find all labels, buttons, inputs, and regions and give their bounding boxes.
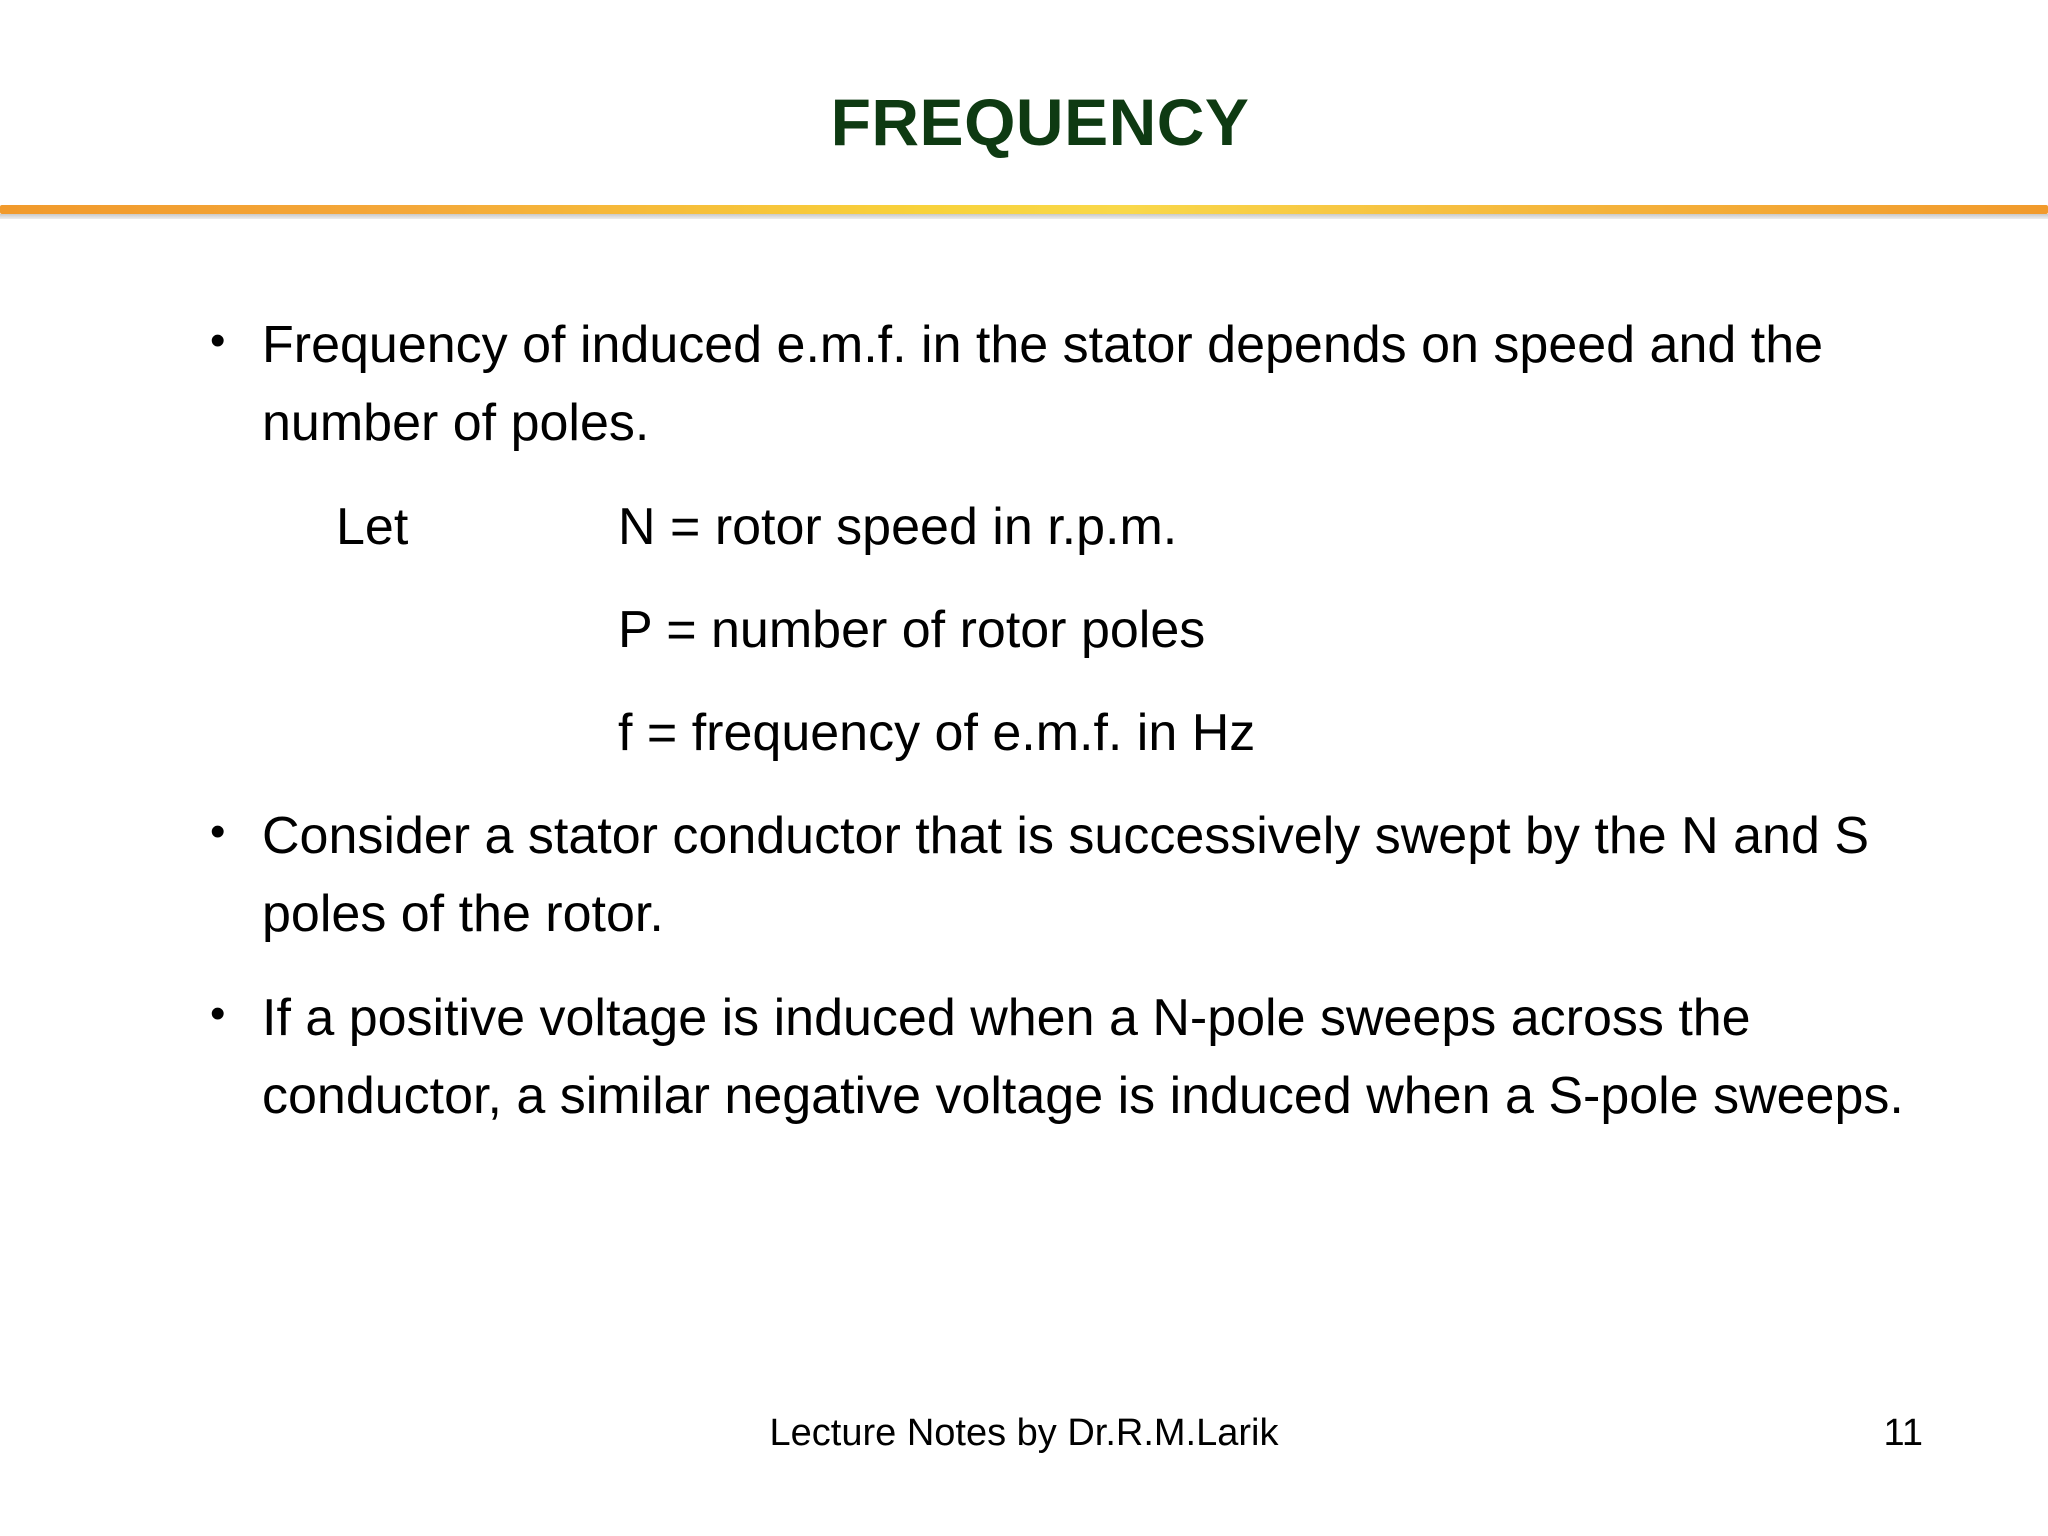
page-number: 11 — [1883, 1412, 1923, 1454]
bullet-text: Frequency of induced e.m.f. in the stator depends on speed and the number of poles. — [262, 316, 1824, 452]
definition-item-1: N = rotor speed in r.p.m. — [618, 498, 1178, 556]
bullet-marker: • — [210, 807, 226, 856]
bullet-text: Consider a stator conductor that is successively swept by the N and S poles of the rotor. — [262, 807, 1869, 943]
bullet-marker: • — [210, 316, 226, 365]
definitions-label: Let — [336, 498, 409, 556]
title-divider — [0, 205, 2048, 214]
footer-author: Lecture Notes by Dr.R.M.Larik — [769, 1412, 1279, 1454]
bullet-item-2 — [210, 797, 2010, 957]
definition-item-2: P = number of rotor poles — [618, 601, 1206, 659]
definition-item-3: f = frequency of e.m.f. in Hz — [618, 704, 1256, 762]
slide-title: FREQUENCY — [830, 85, 1250, 159]
bullet-item-3 — [210, 979, 2010, 1219]
bullet-text: If a positive voltage is induced when a N-pole sweeps across the conductor, a similar negative voltage is induced when a S-pole sweeps. — [262, 989, 1904, 1125]
bullet-marker: • — [210, 989, 226, 1038]
title-divider-shadow — [0, 214, 2048, 219]
bullet-item-1 — [210, 306, 2010, 466]
